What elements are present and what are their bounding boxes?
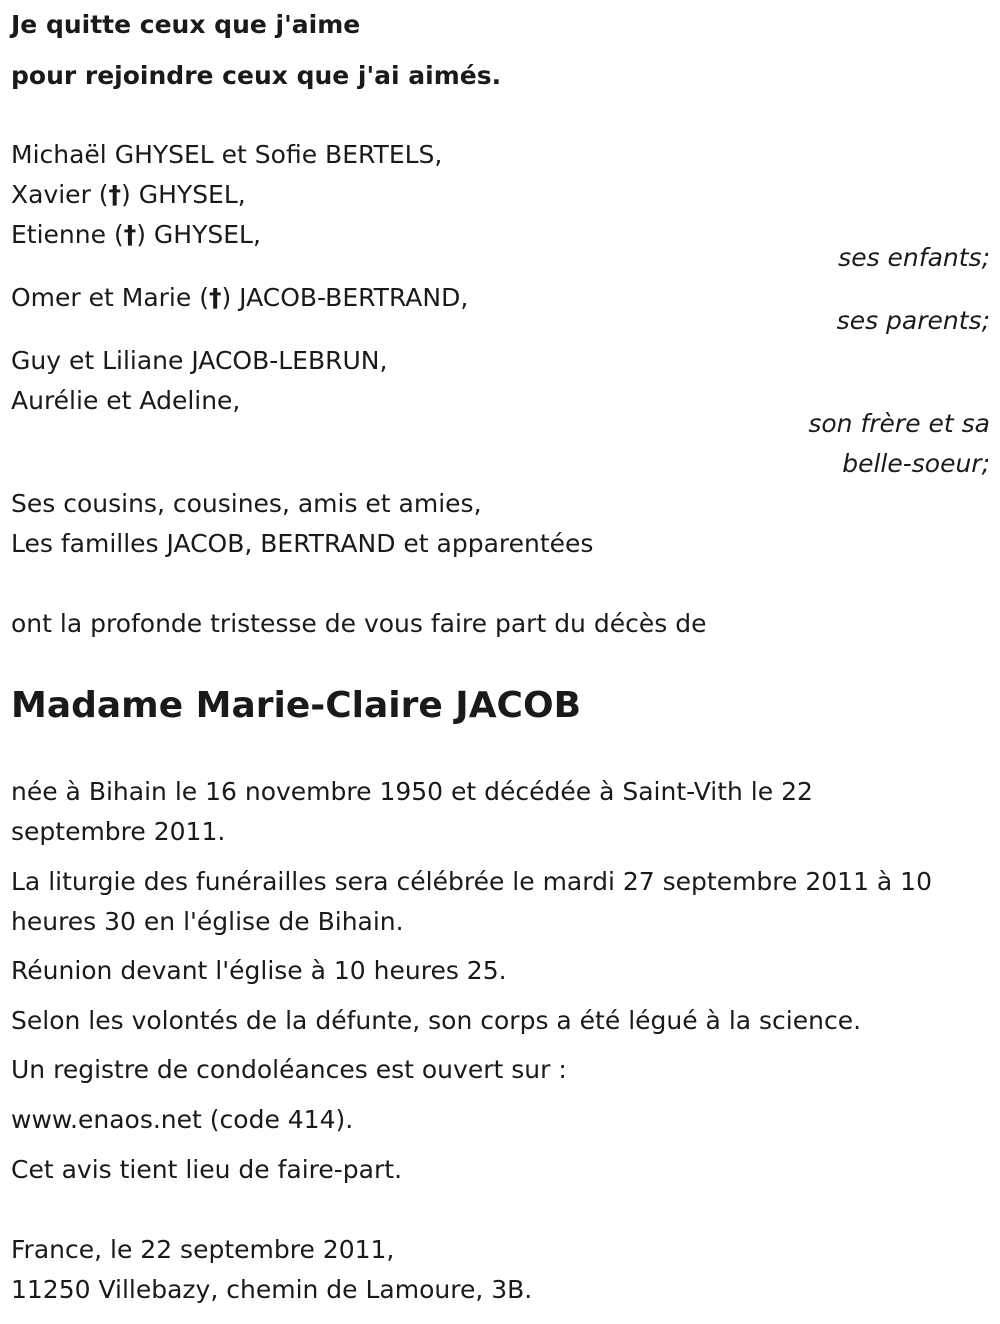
family-line-siblings-2: Aurélie et Adeline, bbox=[11, 386, 241, 415]
text-part: Omer et Marie ( bbox=[11, 283, 209, 312]
text-part: Etienne ( bbox=[11, 220, 124, 249]
role-siblings-1: son frère et sa bbox=[808, 409, 990, 438]
address: 11250 Villebazy, chemin de Lamoure, 3B. bbox=[11, 1275, 533, 1304]
details-line: La liturgie des funérailles sera célébrée le mardi 27 septembre 2011 à 10 bbox=[11, 867, 932, 896]
text-part: Xavier ( bbox=[11, 180, 109, 209]
relatives-line-2: Les familles JACOB, BERTRAND et apparentées bbox=[11, 529, 594, 558]
family-line-siblings-1: Guy et Liliane JACOB-LEBRUN, bbox=[11, 346, 388, 375]
details-line: Un registre de condoléances est ouvert sur : bbox=[11, 1055, 567, 1084]
text-part: ) JACOB-BERTRAND, bbox=[221, 283, 469, 312]
details-line: www.enaos.net (code 414). bbox=[11, 1105, 354, 1134]
details-line: septembre 2011. bbox=[11, 817, 226, 846]
details-line: heures 30 en l'église de Bihain. bbox=[11, 907, 404, 936]
epigraph-line-2: pour rejoindre ceux que j'ai aimés. bbox=[11, 61, 502, 90]
role-siblings-2: belle-soeur; bbox=[842, 449, 990, 478]
details-line: née à Bihain le 16 novembre 1950 et décédée à Saint-Vith le 22 bbox=[11, 777, 813, 806]
cross-icon: † bbox=[208, 283, 222, 312]
family-line-children-3 bbox=[11, 215, 261, 255]
details-line: Cet avis tient lieu de faire-part. bbox=[11, 1155, 403, 1184]
text-part: ) GHYSEL, bbox=[136, 220, 261, 249]
family-line-children-1: Michaël GHYSEL et Sofie BERTELS, bbox=[11, 140, 443, 169]
cross-icon: † bbox=[123, 220, 137, 249]
role-parents: ses parents; bbox=[836, 306, 990, 335]
text-part: ) GHYSEL, bbox=[121, 180, 246, 209]
epigraph-line-1: Je quitte ceux que j'aime bbox=[11, 10, 361, 39]
deceased-name: Madame Marie-Claire JACOB bbox=[11, 685, 582, 726]
cross-icon: † bbox=[108, 180, 122, 209]
announcement: ont la profonde tristesse de vous faire part du décès de bbox=[11, 609, 707, 638]
family-line-children-2 bbox=[11, 175, 246, 215]
family-line-parents bbox=[11, 278, 468, 318]
place-date: France, le 22 septembre 2011, bbox=[11, 1235, 395, 1264]
details-line: Selon les volontés de la défunte, son corps a été légué à la science. bbox=[11, 1006, 862, 1035]
role-children: ses enfants; bbox=[838, 243, 990, 272]
relatives-line-1: Ses cousins, cousines, amis et amies, bbox=[11, 489, 482, 518]
details-line: Réunion devant l'église à 10 heures 25. bbox=[11, 956, 507, 985]
